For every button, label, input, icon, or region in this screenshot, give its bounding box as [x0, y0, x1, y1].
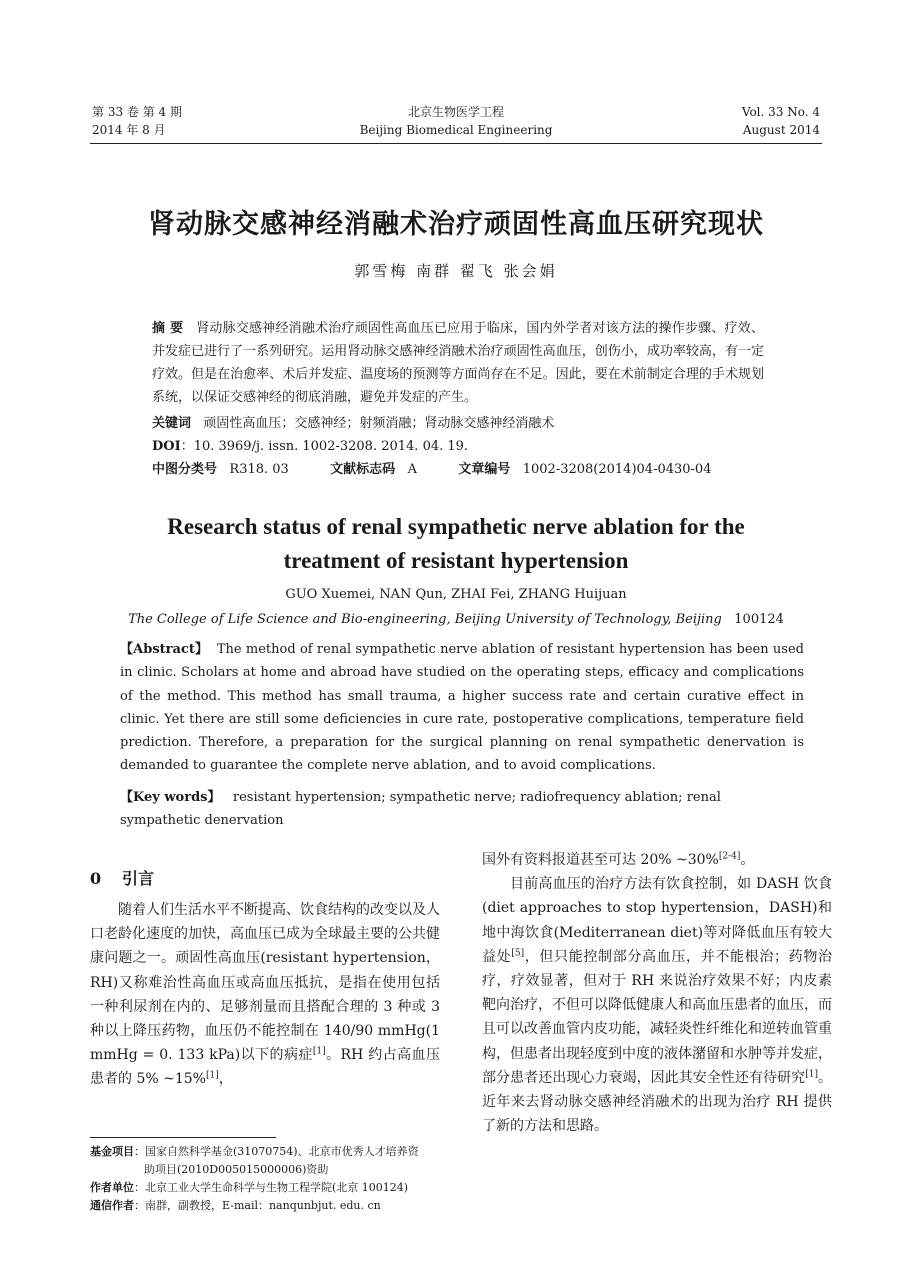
keywords-zh-label: 关键词: [152, 416, 192, 431]
footnote-divider: [90, 1137, 276, 1138]
paragraph-text: ，但只能控制部分高血压，并不能根治；药物治疗，疗效显著，但对于 RH 来说治疗效果不好；内皮素靶向治疗，不但可以降低健康人和高血压患者的血压，而且可以改善血管内皮功能，减轻炎性纤维化和逆转血管重构，但患者出现轻度到中度的液体潴留和水肿等并发症，部分患者还出现心力衰竭，因此其安全性还有待研究: [482, 948, 833, 1086]
clc-label: 中图分类号: [152, 462, 218, 477]
citation-1[interactable]: [1]: [205, 1070, 219, 1081]
paragraph-text: 。RH 约占高血压患者的 5% ~15%: [90, 1047, 440, 1088]
paper-title-zh: 肾动脉交感神经消融术治疗顽固性高血压研究现状: [148, 209, 764, 240]
header-divider: [90, 143, 822, 144]
citation-5[interactable]: [5]: [511, 948, 525, 959]
clc-value: R318. 03: [229, 462, 289, 477]
classification-line: [152, 458, 812, 481]
paragraph-text: 。: [740, 852, 755, 868]
section-number: 0: [90, 869, 102, 888]
funding-text: ：国家自然科学基金(31070754)、北京市优秀人才培养资: [134, 1145, 419, 1158]
abstract-zh-label: 摘 要: [152, 321, 184, 336]
section-heading-introduction: [90, 866, 154, 889]
citation-1[interactable]: [1]: [312, 1046, 326, 1057]
corresponding-text[interactable]: ：南群，副教授，E-mail：nanqunbjut. edu. cn: [134, 1199, 381, 1212]
footnote-funding: [90, 1143, 450, 1161]
journal-name-zh: 北京生物医学工程: [407, 105, 504, 119]
paragraph-text: 。近年来去肾动脉交感神经消融术的出现为治疗 RH 提供了新的方法和思路。: [482, 1069, 833, 1135]
body-left-column: [90, 898, 440, 1092]
doi-line: [152, 435, 812, 458]
doc-code-value: A: [407, 462, 417, 477]
affiliation-en-text: The College of Life Science and Bio-engineering, Beijing University of Technology, Beijing: [128, 612, 722, 627]
doi-value[interactable]: ：10. 3969/j. issn. 1002-3208. 2014. 04. 19.: [180, 439, 469, 454]
abstract-zh: [152, 317, 764, 409]
paper-title-en: [0, 510, 912, 578]
doc-code-label: 文献标志码: [330, 462, 396, 477]
keywords-zh-text: 顽固性高血压；交感神经；射频消融；肾动脉交感神经消融术: [203, 416, 555, 431]
date-zh: 2014 年 8 月: [92, 123, 166, 137]
citation-1[interactable]: [1]: [805, 1069, 818, 1080]
keywords-en-text: resistant hypertension; sympathetic nerve; radiofrequency ablation; renal sympathetic denervation: [120, 790, 721, 829]
keywords-en-label: 【Key words】: [120, 790, 221, 805]
volume-issue-en: Vol. 33 No. 4: [741, 105, 820, 119]
paragraph-text: 国外有资料报道甚至可达 20% ~30%: [482, 852, 719, 868]
footnote-affiliation: [90, 1179, 450, 1197]
affiliation-label: 作者单位: [90, 1181, 134, 1194]
funding-label: 基金项目: [90, 1145, 134, 1158]
authors-en: GUO Xuemei, NAN Qun, ZHAI Fei, ZHANG Huijuan: [285, 587, 627, 602]
paragraph-continuation: [482, 848, 832, 872]
abstract-en-text: The method of renal sympathetic nerve ablation of resistant hypertension has been used in clinic. Scholars at home and abroad have studied on the operating steps, efficacy and complications of the method. This method has small trauma, a higher success rate and certain curative effect in clinic. Yet there are still some deficiencies in cure rate, postoperative complications, temperature field prediction. Therefore, a preparation for the surgical planning on renal sympathetic denervation is demanded to guarantee the complete nerve ablation, and to avoid complications.: [120, 642, 804, 774]
paper-title-en-line2: treatment of resistant hypertension: [283, 548, 629, 573]
citation-2-4[interactable]: [2-4]: [718, 851, 741, 862]
footnote-funding-cont: 助项目(2010D005015000006)资助: [144, 1163, 329, 1176]
footnotes: [90, 1143, 450, 1215]
date-en: August 2014: [742, 123, 820, 137]
section-title: 引言: [122, 869, 155, 888]
footnote-corresponding: [90, 1197, 450, 1215]
corresponding-label: 通信作者: [90, 1199, 134, 1212]
article-number-value: 1002-3208(2014)04-0430-04: [522, 462, 712, 477]
paragraph-text: ，: [218, 1071, 233, 1088]
paragraph-introduction-1: [90, 898, 440, 1092]
paper-title-en-line1: Research status of renal sympathetic nerve ablation for the: [167, 514, 745, 539]
abstract-en: [120, 638, 804, 778]
doi-label: DOI: [152, 439, 181, 454]
affiliation-text: ：北京工业大学生命科学与生物工程学院(北京 100124): [134, 1181, 409, 1194]
abstract-zh-text: 肾动脉交感神经消融术治疗顽固性高血压已应用于临床，国内外学者对该方法的操作步骤、疗效、并发症已进行了一系列研究。运用肾动脉交感神经消融术治疗顽固性高血压，创伤小，成功率较高，有一定疗效。但是在治愈率、术后并发症、温度场的预测等方面尚存在不足。因此，要在术前制定合理的手术规划系统，以保证交感神经的彻底消融，避免并发症的产生。: [152, 321, 764, 405]
keywords-en: [120, 786, 804, 833]
paragraph-text: 随着人们生活水平不断提高、饮食结构的改变以及人口老龄化速度的加快，高血压已成为全球最主要的公共健康问题之一。顽固性高血压(resistant hypertension，RH)又称难治性高血压或高血压抵抗，是指在使用包括一种利尿剂在内的、足够剂量而且搭配合理的 3 种或 3 种以上降压药物，血压仍不能控制在 140/90 mmHg(1 mmHg = 0. 133 kPa)以下的病症: [90, 902, 440, 1064]
affiliation-postcode: 100124: [734, 612, 784, 627]
paragraph-text: 目前高血压的治疗方法有饮食控制，如 DASH 饮食(diet approaches to stop hypertension，DASH)和地中海饮食(Mediterranean diet)等对降低血压有较大益处: [482, 876, 832, 965]
journal-name-en: Beijing Biomedical Engineering: [359, 123, 553, 137]
body-right-column: [482, 848, 832, 1138]
authors-zh: 郭雪梅 南群 翟飞 张会娟: [354, 262, 558, 280]
affiliation-en: [0, 612, 912, 627]
abstract-en-label: 【Abstract】: [120, 642, 209, 657]
paragraph-treatment-methods: [482, 872, 832, 1138]
keywords-zh: [152, 412, 772, 435]
volume-issue-zh: 第 33 卷 第 4 期: [92, 105, 182, 119]
article-number-label: 文章编号: [458, 462, 511, 477]
journal-issue-en: [742, 103, 820, 139]
